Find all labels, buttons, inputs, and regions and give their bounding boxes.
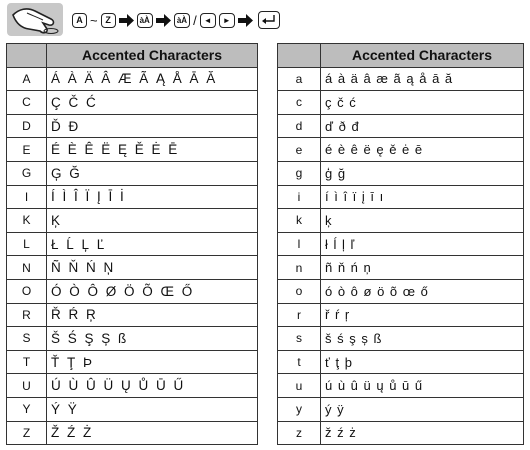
accented-characters: í ì î ï į ī ı — [321, 185, 524, 209]
base-letter: T — [7, 350, 47, 374]
accented-characters: á à ä â æ ã ą å ā ă — [321, 67, 524, 91]
accented-characters: Ñ Ň Ń Ņ — [47, 256, 258, 280]
table-row — [278, 397, 524, 421]
accented-characters: ž ź ż — [321, 421, 524, 445]
accented-characters: Í Ì Î Ï Į Ī İ — [47, 185, 258, 209]
base-letter: c — [278, 91, 321, 115]
table-row — [7, 138, 258, 162]
accented-characters: Ú Ù Û Ü Ų Ů Ū Ű — [47, 374, 258, 398]
accented-characters: Ç Č Ć — [47, 91, 258, 115]
base-letter: e — [278, 138, 321, 162]
accented-characters: ř ŕ ŗ — [321, 303, 524, 327]
table-row — [7, 350, 258, 374]
base-letter: n — [278, 256, 321, 280]
range-separator: ~ — [90, 12, 98, 28]
table-header: Accented Characters — [321, 44, 524, 68]
table-row — [7, 303, 258, 327]
base-letter: Z — [7, 421, 47, 445]
table-row — [278, 327, 524, 351]
base-letter: o — [278, 279, 321, 303]
accented-characters: ķ — [321, 209, 524, 233]
uppercase-accent-table — [6, 43, 258, 445]
left-cursor-key: ◄ — [200, 13, 216, 28]
table-row — [7, 161, 258, 185]
table-row — [7, 91, 258, 115]
base-letter: R — [7, 303, 47, 327]
base-letter: y — [278, 397, 321, 421]
accented-characters: Ď Đ — [47, 114, 258, 138]
accent-key: àÀ — [174, 13, 190, 28]
right-arrow-icon — [238, 13, 253, 28]
enter-key-icon — [258, 11, 280, 29]
base-letter: g — [278, 161, 321, 185]
base-letter: a — [278, 67, 321, 91]
accented-characters: Ý Ÿ — [47, 397, 258, 421]
slash-separator: / — [193, 12, 197, 28]
table-row — [278, 421, 524, 445]
accented-characters: ó ò ô ø ö õ œ ő — [321, 279, 524, 303]
accented-characters: ç č ć — [321, 91, 524, 115]
accented-characters: ď ð đ — [321, 114, 524, 138]
accented-characters: ú ù û ü ų ů ū ű — [321, 374, 524, 398]
base-letter: l — [278, 232, 321, 256]
right-arrow-icon — [119, 13, 134, 28]
lowercase-accent-table — [277, 43, 524, 445]
table-row — [278, 303, 524, 327]
accented-characters: Ł Ĺ Ļ Ľ — [47, 232, 258, 256]
base-letter: A — [7, 67, 47, 91]
accented-characters: ñ ň ń ņ — [321, 256, 524, 280]
key-sequence — [72, 9, 280, 31]
base-letter: U — [7, 374, 47, 398]
accented-characters: é è ê ë ę ě ė ē — [321, 138, 524, 162]
table-row — [278, 374, 524, 398]
right-arrow-icon — [156, 13, 171, 28]
accented-characters: ł ĺ ļ ľ — [321, 232, 524, 256]
base-letter: d — [278, 114, 321, 138]
table-row — [7, 209, 258, 233]
table-row — [7, 374, 258, 398]
base-letter: t — [278, 350, 321, 374]
base-letter: L — [7, 232, 47, 256]
base-letter: I — [7, 185, 47, 209]
key-a: A — [72, 13, 87, 28]
accent-key: àÀ — [137, 13, 153, 28]
table-row — [7, 232, 258, 256]
base-letter: u — [278, 374, 321, 398]
accented-characters: Ť Ţ Þ — [47, 350, 258, 374]
base-letter: Y — [7, 397, 47, 421]
base-letter: S — [7, 327, 47, 351]
base-letter: O — [7, 279, 47, 303]
table-row — [278, 209, 524, 233]
table-row — [7, 397, 258, 421]
table-row — [7, 67, 258, 91]
table-row — [278, 161, 524, 185]
table-row — [278, 279, 524, 303]
base-letter: C — [7, 91, 47, 115]
table-row — [7, 114, 258, 138]
accented-characters: Š Ś Ş Ș ß — [47, 327, 258, 351]
table-row — [7, 279, 258, 303]
header-corner — [7, 44, 47, 68]
base-letter: r — [278, 303, 321, 327]
table-row — [7, 256, 258, 280]
accented-characters: ť ţ þ — [321, 350, 524, 374]
table-row — [7, 185, 258, 209]
base-letter: G — [7, 161, 47, 185]
table-row — [278, 67, 524, 91]
key-z: Z — [101, 13, 116, 28]
table-row — [278, 256, 524, 280]
accented-characters: š ś ş ș ß — [321, 327, 524, 351]
base-letter: D — [7, 114, 47, 138]
accented-characters: ģ ğ — [321, 161, 524, 185]
accented-characters: Á À Ä Â Æ Ã Ą Å Ā Ă — [47, 67, 258, 91]
header-corner — [278, 44, 321, 68]
table-row — [278, 185, 524, 209]
base-letter: K — [7, 209, 47, 233]
base-letter: z — [278, 421, 321, 445]
base-letter: s — [278, 327, 321, 351]
table-row — [278, 91, 524, 115]
accented-characters: Ž Ź Ż — [47, 421, 258, 445]
accented-characters: É È Ê Ë Ę Ě Ė Ē — [47, 138, 258, 162]
accented-characters: Ģ Ğ — [47, 161, 258, 185]
table-row — [7, 421, 258, 445]
accented-characters: ý ÿ — [321, 397, 524, 421]
table-row — [278, 138, 524, 162]
base-letter: i — [278, 185, 321, 209]
accented-characters: Ř Ŕ Ŗ — [47, 303, 258, 327]
base-letter: k — [278, 209, 321, 233]
base-letter: E — [7, 138, 47, 162]
accented-characters: Ķ — [47, 209, 258, 233]
accented-characters: Ó Ò Ô Ø Ö Õ Œ Ő — [47, 279, 258, 303]
table-row — [278, 232, 524, 256]
table-row — [7, 327, 258, 351]
table-row — [278, 114, 524, 138]
right-cursor-key: ► — [219, 13, 235, 28]
table-row — [278, 350, 524, 374]
touch-hand-icon — [7, 3, 63, 36]
base-letter: N — [7, 256, 47, 280]
table-header: Accented Characters — [47, 44, 258, 68]
